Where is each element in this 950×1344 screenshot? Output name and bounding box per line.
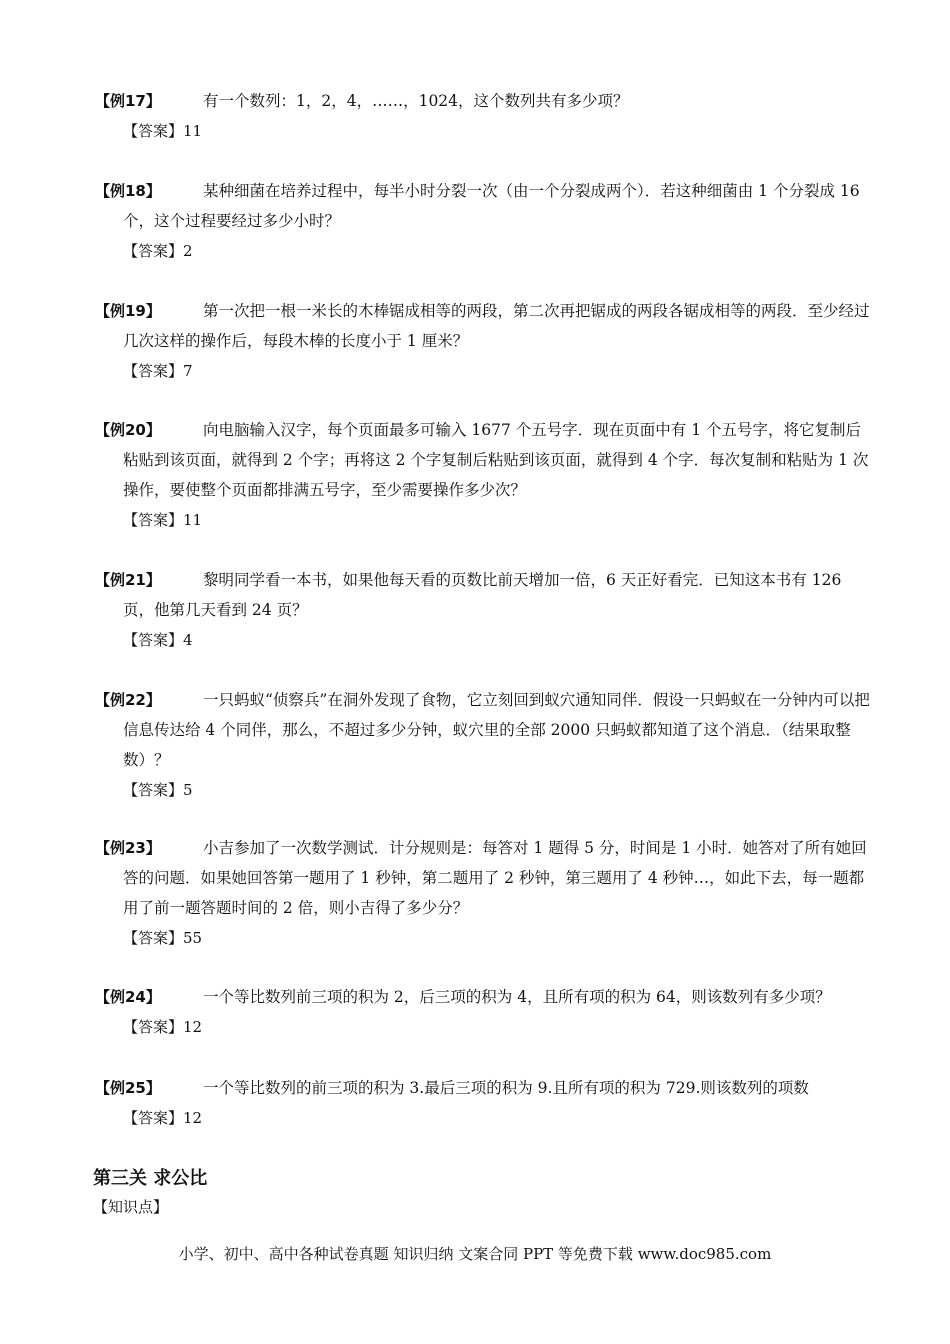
- answer-text: 【答案】11: [123, 511, 203, 529]
- example-label: 【例20】: [95, 421, 161, 439]
- example-25: [95, 1073, 875, 1133]
- example-label: 【例24】: [95, 988, 161, 1006]
- answer-text: 【答案】5: [123, 781, 193, 799]
- question-text: 一只蚂蚁“侦察兵”在洞外发现了食物，它立刻回到蚁穴通知同伴．假设一只蚂蚁在一分钟内可以把信息传达给 4 个同伴，那么，不超过多少分钟，蚁穴里的全部 2000 只蚂蚁都知道了这个消息．（结果取整数）？: [123, 691, 870, 769]
- example-18: [95, 176, 875, 266]
- question-text: 向电脑输入汉字，每个页面最多可输入 1677 个五号字．现在页面中有 1 个五号字，将它复制后粘贴到该页面，就得到 2 个字；再将这 2 个字复制后粘贴到该页面，就得到 4 个字．每次复制和粘贴为 1 次操作，要使整个页面都排满五号字，至少需要操作多少次？: [123, 421, 869, 499]
- example-23: [95, 833, 875, 953]
- example-label: 【例17】: [95, 92, 161, 110]
- example-label: 【例22】: [95, 691, 161, 709]
- answer-text: 【答案】55: [123, 929, 203, 947]
- knowledge-point-label: 【知识点】: [93, 1198, 169, 1216]
- answer-text: 【答案】11: [123, 122, 203, 140]
- example-label: 【例19】: [95, 302, 161, 320]
- question-text: 有一个数列：1，2，4，……，1024，这个数列共有多少项？: [203, 92, 629, 110]
- question-text: 一个等比数列的前三项的积为 3.最后三项的积为 9.且所有项的积为 729.则该数列的项数: [203, 1079, 809, 1097]
- answer-text: 【答案】12: [123, 1109, 203, 1127]
- answer-text: 【答案】7: [123, 362, 193, 380]
- example-label: 【例23】: [95, 839, 161, 857]
- example-24: [95, 982, 875, 1042]
- example-label: 【例18】: [95, 182, 161, 200]
- example-21: [95, 565, 875, 655]
- example-label: 【例21】: [95, 571, 161, 589]
- answer-text: 【答案】12: [123, 1018, 203, 1036]
- section-heading: 第三关 求公比: [93, 1168, 208, 1189]
- page-footer: 小学、初中、高中各种试卷真题 知识归纳 文案合同 PPT 等免费下载 www.doc985.com: [178, 1245, 772, 1263]
- example-17: [95, 86, 875, 146]
- example-20: [95, 415, 875, 535]
- example-label: 【例25】: [95, 1079, 161, 1097]
- question-text: 一个等比数列前三项的积为 2，后三项的积为 4，且所有项的积为 64，则该数列有多少项？: [203, 988, 831, 1006]
- question-text: 黎明同学看一本书，如果他每天看的页数比前天增加一倍，6 天正好看完．已知这本书有 126 页，他第几天看到 24 页？: [123, 571, 842, 619]
- answer-text: 【答案】4: [123, 631, 193, 649]
- answer-text: 【答案】2: [123, 242, 193, 260]
- question-text: 某种细菌在培养过程中，每半小时分裂一次（由一个分裂成两个）．若这种细菌由 1 个分裂成 16 个，这个过程要经过多少小时？: [123, 182, 860, 230]
- question-text: 第一次把一根一米长的木棒锯成相等的两段，第二次再把锯成的两段各锯成相等的两段．至少经过几次这样的操作后，每段木棒的长度小于 1 厘米？: [123, 302, 870, 350]
- example-19: [95, 296, 875, 386]
- question-text: 小吉参加了一次数学测试．计分规则是：每答对 1 题得 5 分，时间是 1 小时．她答对了所有她回答的问题．如果她回答第一题用了 1 秒钟，第二题用了 2 秒钟，第三题用了 4 秒钟…，如此下去，每一题都用了前一题答题时间的 2 倍，则小吉得了多少分？: [123, 839, 867, 917]
- example-22: [95, 685, 875, 805]
